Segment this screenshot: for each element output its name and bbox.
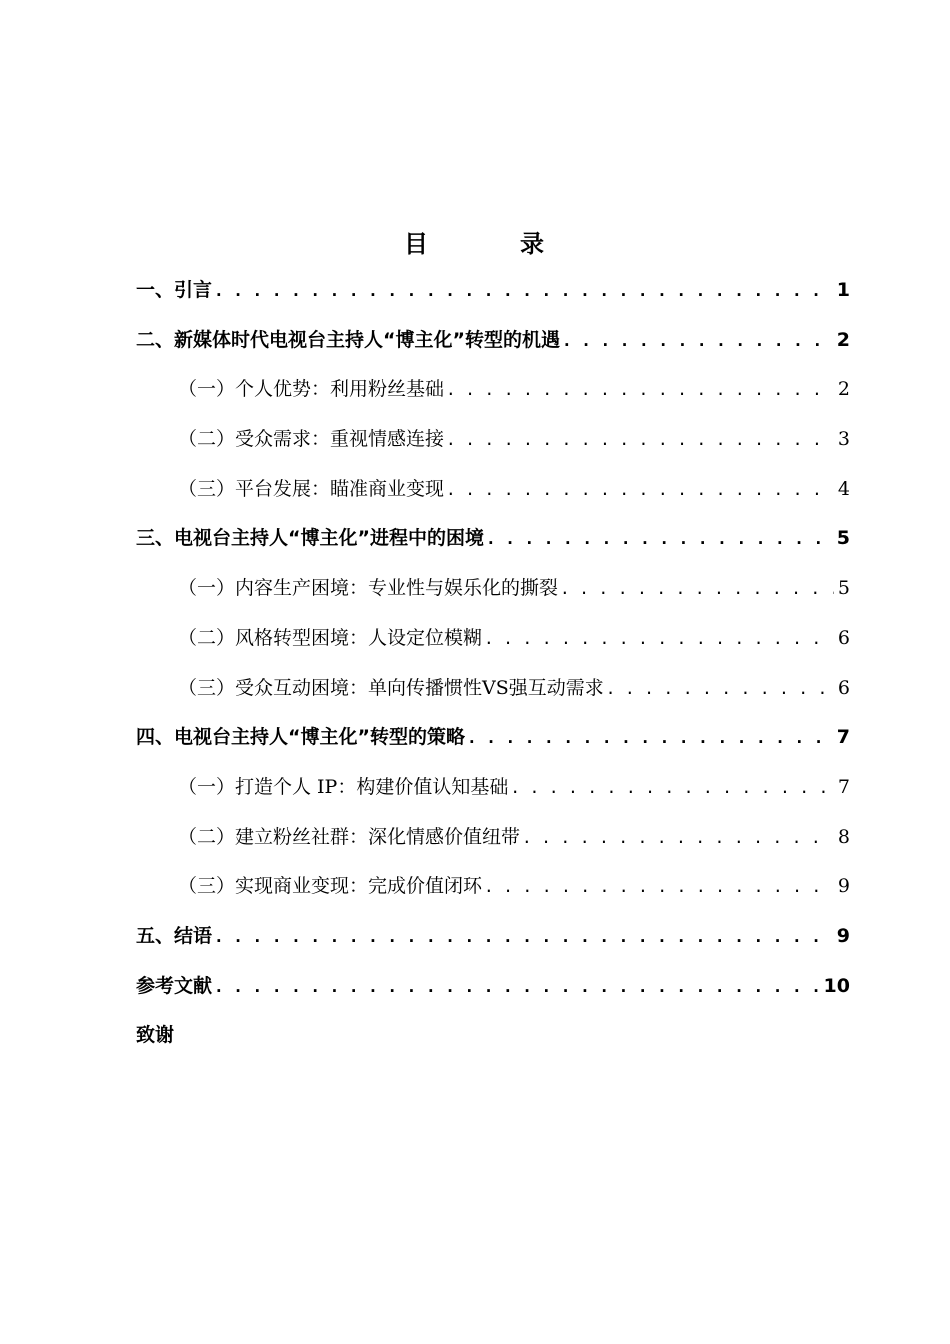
toc-entry-label: （一）打造个人 IP：构建价值认知基础	[178, 775, 509, 798]
toc-entry-page: 5	[837, 577, 850, 600]
toc-entry-label: （二）受众需求：重视情感连接	[178, 428, 445, 451]
toc-title-part1: 目	[404, 230, 430, 258]
toc-entry-monetization[interactable]	[136, 868, 850, 918]
toc-entry-label: 五、结语	[136, 924, 213, 947]
table-of-contents	[136, 272, 850, 1067]
toc-entry-label: （三）实现商业变现：完成价值闭环	[178, 875, 483, 898]
toc-dot-leader	[510, 769, 834, 806]
toc-entry-conclusion[interactable]	[136, 918, 850, 968]
toc-entry-page: 2	[837, 378, 850, 401]
toc-entry-personal-ip[interactable]	[136, 769, 850, 819]
toc-entry-label: 致谢	[136, 1024, 175, 1047]
toc-entry-audience-demand[interactable]	[136, 421, 850, 471]
toc-entry-label: （二）建立粉丝社群：深化情感价值纽带	[178, 825, 521, 848]
toc-entry-acknowledgements[interactable]	[136, 1017, 850, 1067]
toc-entry-audience-interaction[interactable]	[136, 670, 850, 720]
toc-dot-leader	[486, 520, 834, 557]
toc-dot-leader	[214, 918, 834, 955]
toc-title	[0, 224, 950, 259]
toc-dot-leader	[562, 322, 834, 359]
toc-entry-page: 9	[837, 875, 850, 898]
toc-entry-opportunities[interactable]	[136, 322, 850, 372]
toc-entry-label: （一）内容生产困境：专业性与娱乐化的撕裂	[178, 577, 559, 600]
toc-entry-fan-community[interactable]	[136, 819, 850, 869]
toc-entry-label: （一）个人优势：利用粉丝基础	[178, 378, 445, 401]
toc-entry-label: （二）风格转型困境：人设定位模糊	[178, 626, 483, 649]
toc-dot-leader	[606, 670, 834, 707]
toc-entry-content-production[interactable]	[136, 570, 850, 620]
toc-title-part2: 录	[520, 230, 546, 258]
toc-dot-leader	[467, 719, 834, 756]
toc-dot-leader	[446, 421, 834, 458]
toc-entry-page: 2	[836, 328, 850, 351]
toc-dot-leader	[214, 968, 822, 1005]
toc-entry-personal-advantage[interactable]	[136, 371, 850, 421]
toc-entry-difficulties[interactable]	[136, 520, 850, 570]
toc-entry-page: 10	[823, 974, 850, 997]
toc-entry-page: 3	[837, 428, 850, 451]
toc-entry-page: 6	[837, 676, 850, 699]
toc-entry-page: 7	[837, 775, 850, 798]
toc-entry-label: 四、电视台主持人“博主化”转型的策略	[136, 726, 465, 749]
toc-dot-leader	[484, 620, 834, 657]
toc-entry-introduction[interactable]	[136, 272, 850, 322]
toc-entry-platform-development[interactable]	[136, 471, 850, 521]
toc-entry-label: 一、引言	[136, 279, 213, 301]
toc-entry-references[interactable]	[136, 968, 850, 1018]
toc-entry-page: 4	[837, 477, 850, 500]
toc-entry-label: 参考文献	[136, 974, 213, 997]
toc-entry-label: （三）平台发展：瞄准商业变现	[178, 477, 445, 500]
toc-entry-page: 7	[836, 726, 850, 749]
toc-entry-page: 5	[836, 527, 850, 550]
toc-entry-page: 9	[836, 924, 850, 947]
toc-dot-leader	[214, 272, 834, 309]
toc-entry-label: 三、电视台主持人“博主化”进程中的困境	[136, 527, 484, 550]
toc-dot-leader	[522, 819, 834, 856]
toc-entry-page: 8	[837, 825, 850, 848]
toc-dot-leader	[446, 371, 834, 408]
toc-entry-label: （三）受众互动困境：单向传播惯性VS强互动需求	[178, 676, 604, 699]
toc-dot-leader	[484, 868, 834, 905]
toc-dot-leader	[446, 471, 834, 508]
toc-dot-leader	[560, 570, 834, 607]
toc-entry-style-transformation[interactable]	[136, 620, 850, 670]
toc-entry-label: 二、新媒体时代电视台主持人“博主化”转型的机遇	[136, 328, 560, 351]
toc-entry-page: 6	[837, 626, 850, 649]
toc-entry-page: 1	[836, 279, 850, 301]
toc-entry-strategies[interactable]	[136, 719, 850, 769]
